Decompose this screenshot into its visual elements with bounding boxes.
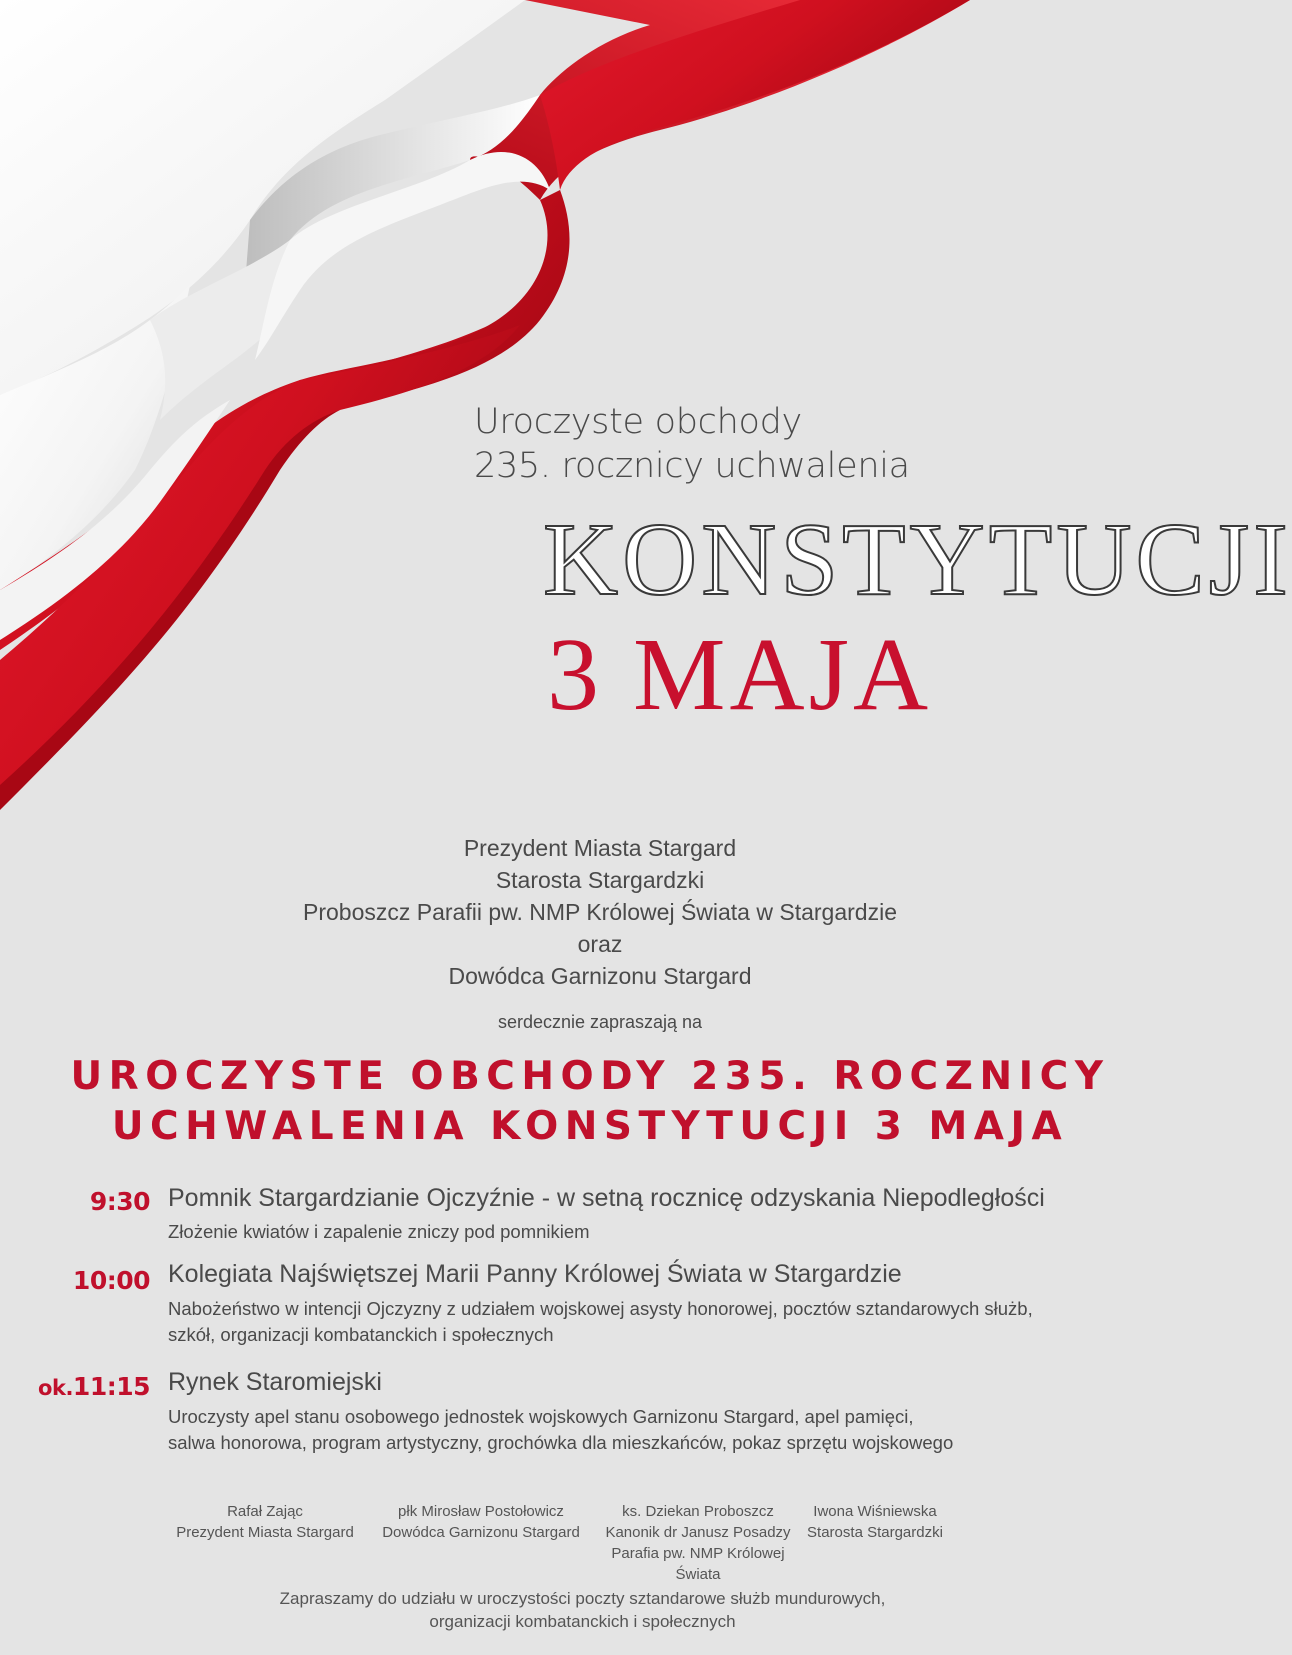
event-title: Rynek Staromiejski [168,1368,382,1396]
event-time [0,1266,150,1295]
event-time [0,1372,150,1401]
signature-role: Dowódca Garnizonu Stargard [382,1524,580,1541]
event-description-line: Złożenie kwiatów i zapalenie zniczy pod pomnikiem [168,1221,590,1242]
event-description-line: Uroczysty apel stanu osobowego jednostek wojskowych Garnizonu Stargard, apel pamięci, [168,1406,914,1427]
signature-role: Kanonik dr Janusz Posadzy [605,1524,791,1541]
headline-line2: UCHWALENIA KONSTYTUCJI 3 MAJA [111,1104,1069,1149]
signature-name: Iwona Wiśniewska [813,1503,937,1520]
event-time-value: 11:15 [72,1372,150,1401]
signature-role: Świata [675,1566,721,1583]
host-line: oraz [577,931,623,957]
event-time-value: 10:00 [72,1266,150,1295]
signature-role: Starosta Stargardzki [807,1524,943,1541]
headline-line1: UROCZYSTE OBCHODY 235. ROCZNICY [70,1054,1110,1099]
host-line: Starosta Stargardzki [495,867,705,893]
hero-subtitle-line2: 235. rocznicy uchwalenia [474,446,910,486]
hero-subtitle-line1: Uroczyste obchody [474,402,802,442]
host-line: Prezydent Miasta Stargard [463,835,737,861]
event-description [168,1219,590,1245]
event-description [168,1404,953,1456]
signature-name: ks. Dziekan Proboszcz [622,1503,774,1520]
signature-name: Rafał Zając [227,1503,303,1520]
signature-name: płk Mirosław Postołowicz [398,1503,564,1520]
event-time-prefix: ok. [38,1376,73,1400]
signature-role: Parafia pw. NMP Królowej [611,1545,785,1562]
event-time [0,1187,150,1216]
event-time-value: 9:30 [89,1187,150,1216]
footer-line: Zapraszamy do udziału w uroczystości poczty sztandarowe służb mundurowych, [279,1589,886,1608]
signature-block [371,1501,591,1543]
invite-text: serdecznie zapraszają na [497,1012,703,1032]
event-description-line: szkół, organizacji kombatanckich i społecznych [168,1324,554,1345]
hero-title-3-maja: 3 MAJA [547,617,933,732]
hosts-list [230,832,970,992]
event-title: Pomnik Stargardzianie Ojczyźnie - w setną rocznicę odzyskania Niepodległości [168,1184,1045,1212]
signature-block [598,1501,798,1585]
hero-title-konstytucji: KONSTYTUCJI [543,502,1292,617]
event-title: Kolegiata Najświętszej Marii Panny Królowej Świata w Stargardzie [168,1260,902,1288]
event-description-line: salwa honorowa, program artystyczny, grochówka dla mieszkańców, pokaz sprzętu wojskowego [168,1432,954,1453]
event-description-line: Nabożeństwo w intencji Ojczyzny z udziałem wojskowej asysty honorowej, pocztów sztandarowych służb, [168,1298,1033,1319]
signature-block [800,1501,950,1543]
footer-note [180,1587,985,1633]
main-headline [60,1052,1120,1152]
event-description [168,1296,1033,1348]
host-line: Proboszcz Parafii pw. NMP Królowej Świata w Stargardzie [303,899,897,925]
signature-role: Prezydent Miasta Stargard [176,1524,354,1541]
host-line: Dowódca Garnizonu Stargard [448,963,752,989]
signature-block [160,1501,370,1543]
footer-line: organizacji kombatanckich i społecznych [429,1612,736,1631]
